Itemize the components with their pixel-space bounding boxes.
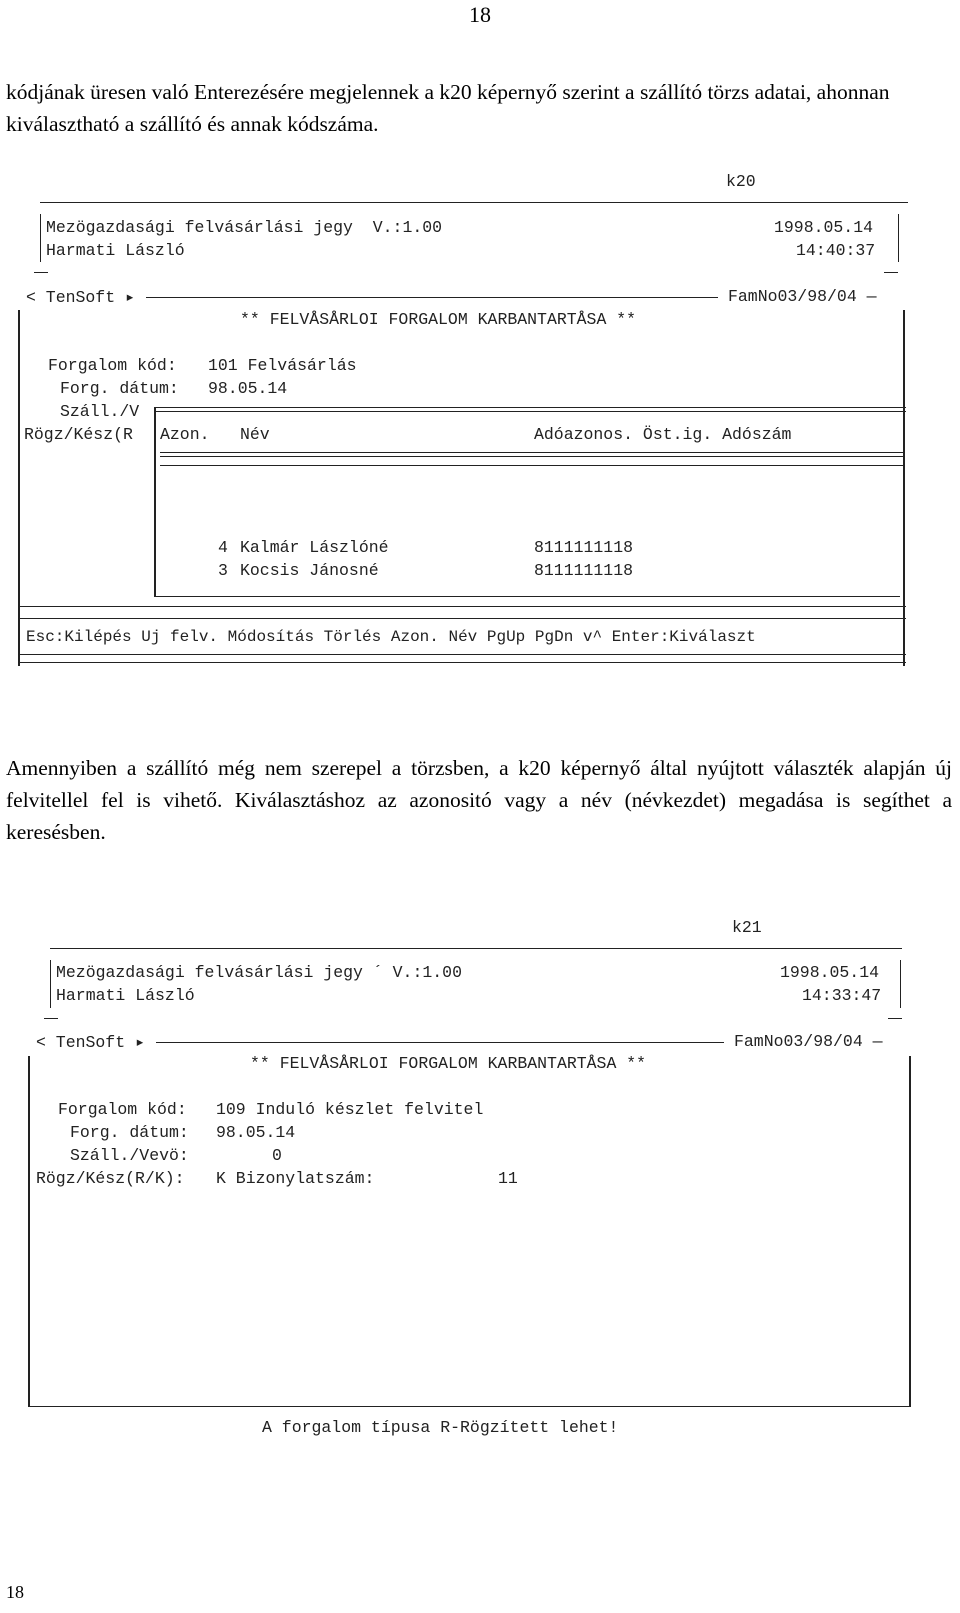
page-number-top: 18 bbox=[469, 2, 491, 27]
frame-left bbox=[18, 310, 20, 666]
brand-label: < TenSoft ▸ bbox=[26, 288, 135, 307]
row-adoazonos: 8111111118 bbox=[534, 561, 634, 580]
popup-left bbox=[154, 407, 156, 597]
time-display: 14:33:47 bbox=[802, 986, 882, 1005]
row-nev: Kalmár Lászlóné bbox=[240, 538, 389, 557]
screen-label: k20 bbox=[726, 172, 756, 191]
app-title: Mezögazdasági felvásárlási jegy ´ V.:1.00 bbox=[56, 963, 462, 982]
divider bbox=[18, 654, 906, 655]
paragraph-description: Amennyiben a szállító még nem szerepel a törzsben, a k20 képernyő által nyújtott választék alapján új felvitellel fel is vihető. Kiválasztáshoz az azonositó vagy a név (névkezdet) megadása is segíthet a keresésben. bbox=[6, 756, 952, 844]
divider bbox=[18, 606, 906, 607]
frame-right bbox=[903, 310, 905, 666]
screen-heading: ** FELVÅSÅRLOI FORGALOM KARBANTARTÅSA ** bbox=[240, 310, 637, 329]
divider bbox=[154, 407, 906, 408]
field-label-forgalom: Forgalom kód: bbox=[58, 1100, 187, 1119]
program-code: FamNo03/98/04 — bbox=[734, 1032, 883, 1051]
user-name: Harmati László bbox=[46, 241, 185, 260]
date-display: 1998.05.14 bbox=[774, 218, 874, 237]
doc-number[interactable]: 11 bbox=[498, 1169, 518, 1188]
field-label-rogz: Rögz/Kész(R bbox=[24, 425, 133, 444]
field-value-forgalom[interactable]: 109 Induló készlet felvitel bbox=[216, 1100, 484, 1119]
brand-label: < TenSoft ▸ bbox=[36, 1033, 145, 1052]
column-header-azon: Azon. bbox=[160, 425, 210, 444]
screen-label: k21 bbox=[732, 918, 762, 937]
divider bbox=[156, 1042, 724, 1043]
field-label-rogz: Rögz/Kész(R/K): bbox=[36, 1169, 185, 1188]
field-value-rogz[interactable]: K Bizonylatszám: bbox=[216, 1169, 375, 1188]
field-value-forgalom[interactable]: 101 Felvásárlás bbox=[208, 356, 357, 375]
row-azon: 4 bbox=[218, 538, 228, 557]
field-label-szall: Száll./Vevö: bbox=[70, 1146, 189, 1165]
divider bbox=[900, 960, 901, 1008]
field-value-szall[interactable]: 0 bbox=[272, 1146, 282, 1165]
divider bbox=[28, 1406, 911, 1407]
divider bbox=[160, 456, 904, 457]
date-display: 1998.05.14 bbox=[780, 963, 880, 982]
divider bbox=[146, 297, 718, 298]
app-title: Mezögazdasági felvásárlási jegy V.:1.00 bbox=[46, 218, 443, 237]
frame-left bbox=[28, 1056, 30, 1406]
divider bbox=[18, 662, 906, 663]
divider bbox=[50, 960, 51, 1008]
divider bbox=[888, 1018, 902, 1019]
divider bbox=[154, 411, 906, 412]
divider bbox=[34, 272, 48, 273]
frame-right bbox=[909, 1056, 911, 1406]
divider bbox=[44, 1018, 58, 1019]
field-label-datum: Forg. dátum: bbox=[70, 1123, 189, 1142]
field-value-datum[interactable]: 98.05.14 bbox=[208, 379, 288, 398]
row-azon: 3 bbox=[218, 561, 228, 580]
column-header-adoazonos: Adóazonos. Öst.ig. Adószám bbox=[534, 425, 792, 444]
field-label-datum: Forg. dátum: bbox=[60, 379, 179, 398]
status-message: A forgalom típusa R-Rögzített lehet! bbox=[262, 1418, 619, 1437]
divider bbox=[160, 452, 904, 453]
time-display: 14:40:37 bbox=[796, 241, 876, 260]
divider bbox=[40, 202, 908, 203]
divider bbox=[18, 618, 906, 619]
screen-heading: ** FELVÅSÅRLOI FORGALOM KARBANTARTÅSA ** bbox=[250, 1054, 647, 1073]
paragraph-intro: kódjának üresen való Enterezésére megjelennek a k20 képernyő szerint a szállító törzs adatai, ahonnan kiválasztható a szállító és annak kódszáma. bbox=[6, 80, 890, 136]
divider bbox=[160, 465, 904, 466]
column-header-nev: Név bbox=[240, 425, 270, 444]
field-label-forgalom: Forgalom kód: bbox=[48, 356, 177, 375]
divider bbox=[40, 214, 41, 262]
row-nev: Kocsis Jánosné bbox=[240, 561, 379, 580]
user-name: Harmati László bbox=[56, 986, 195, 1005]
row-adoazonos: 8111111118 bbox=[534, 538, 634, 557]
field-value-datum[interactable]: 98.05.14 bbox=[216, 1123, 296, 1142]
page-number-bottom: 18 bbox=[6, 1582, 24, 1602]
divider bbox=[154, 596, 900, 597]
divider bbox=[50, 948, 902, 949]
field-label-szall: Száll./V bbox=[60, 402, 140, 421]
divider bbox=[898, 214, 899, 262]
footer-hotkeys: Esc:Kilépés Uj felv. Módosítás Törlés Azon. Név PgUp PgDn v^ Enter:Kiválaszt bbox=[26, 628, 756, 646]
program-code: FamNo03/98/04 — bbox=[728, 287, 877, 306]
divider bbox=[884, 272, 898, 273]
